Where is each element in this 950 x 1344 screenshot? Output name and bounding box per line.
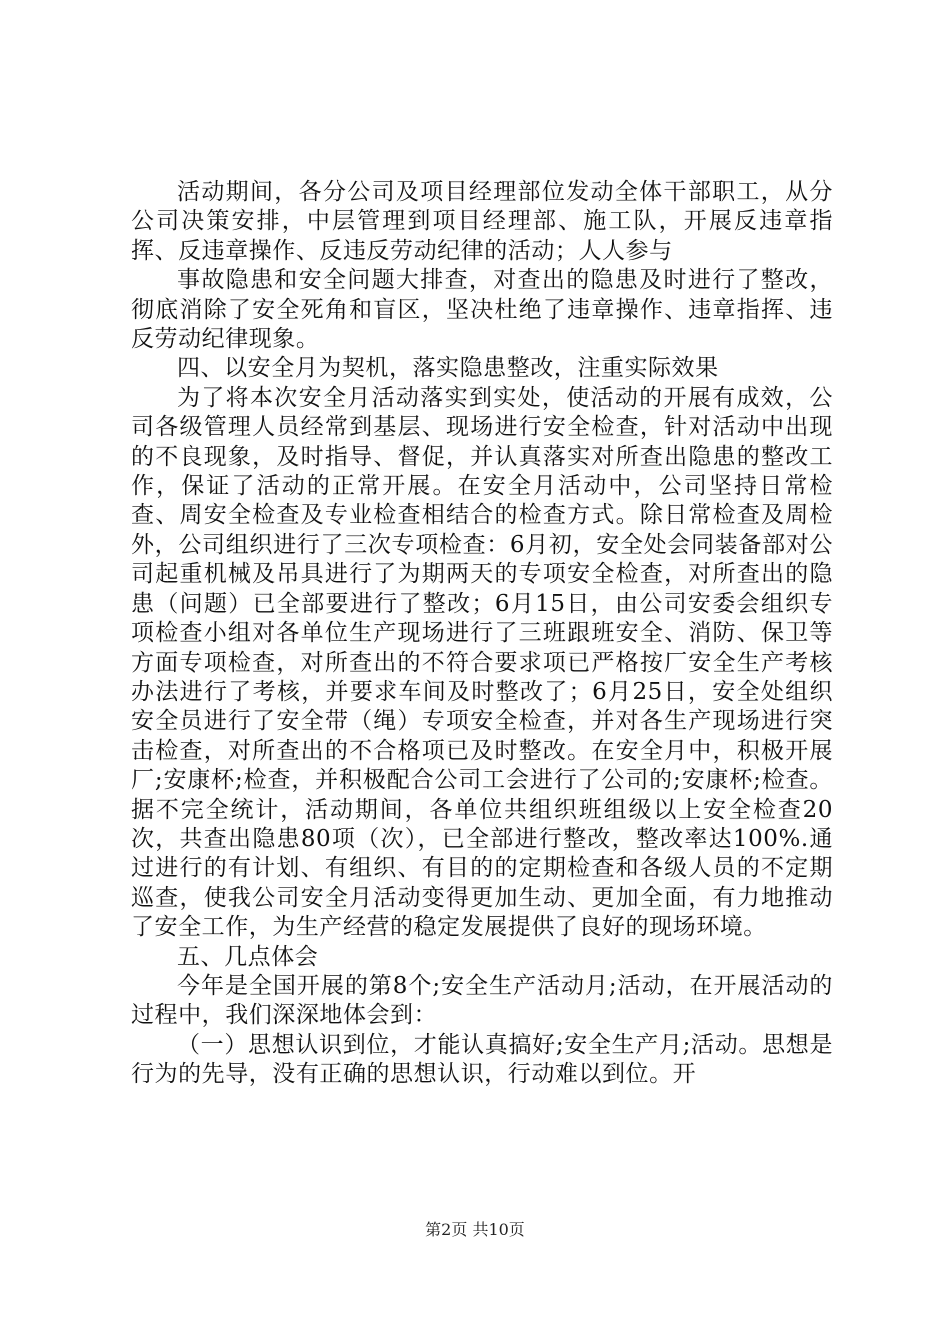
paragraph: 为了将本次安全月活动落实到实处，使活动的开展有成效，公司各级管理人员经常到基层、现场进行安全检查，针对活动中出现的不良现象，及时指导、督促，并认真落实对所查出隐患的整改工作，保证了活动的正常开展。在安全月活动中，公司坚持日常检查、周安全检查及专业检查相结合的检查方式。除日常检查及周检外，公司组织进行了三次专项检查：6月初，安全处会同装备部对公司起重机械及吊具进行了为期两天的专项安全检查，对所查出的隐患（问题）已全部要进行了整改；6月15日，由公司安委会组织专项检查小组对各单位生产现场进行了三班跟班安全、消防、保卫等方面专项检查，对所查出的不符合要求项已严格按厂安全生产考核办法进行了考核，并要求车间及时整改了；6月25日，安全处组织安全员进行了安全带（绳）专项安全检查，并对各生产现场进行突击检查，对所查出的不合格项已及时整改。在安全月中，积极开展厂;安康杯;检查，并积极配合公司工会进行了公司的;安康杯;检查。据不完全统计，活动期间，各单位共组织班组级以上安全检查20次，共查出隐患80项（次），已全部进行整改，整改率达100%.通过进行的有计划、有组织、有目的的定期检查和各级人员的不定期巡查，使我公司安全月活动变得更加生动、更加全面，有力地推动了安全工作，为生产经营的稳定发展提供了良好的现场环境。 [131, 384, 833, 941]
page-number-footer: 第2页 共10页 [425, 1220, 525, 1239]
paragraph: （一）思想认识到位，才能认真搞好;安全生产月;活动。思想是行为的先导，没有正确的思想认识，行动难以到位。开 [131, 1031, 833, 1088]
section-heading: 四、以安全月为契机，落实隐患整改，注重实际效果 [177, 355, 719, 382]
paragraph: 事故隐患和安全问题大排查，对查出的隐患及时进行了整改，彻底消除了安全死角和盲区，坚决杜绝了违章操作、违章指挥、违反劳动纪律现象。 [131, 267, 833, 353]
section-heading: 五、几点体会 [177, 943, 319, 970]
paragraph: 活动期间，各分公司及项目经理部位发动全体干部职工，从分公司决策安排，中层管理到项目经理部、施工队，开展反违章指挥、反违章操作、反违反劳动纪律的活动；人人参与 [131, 179, 833, 264]
document-body [131, 178, 833, 1090]
paragraph: 今年是全国开展的第8个;安全生产活动月;活动，在开展活动的过程中，我们深深地体会到： [131, 972, 833, 1029]
